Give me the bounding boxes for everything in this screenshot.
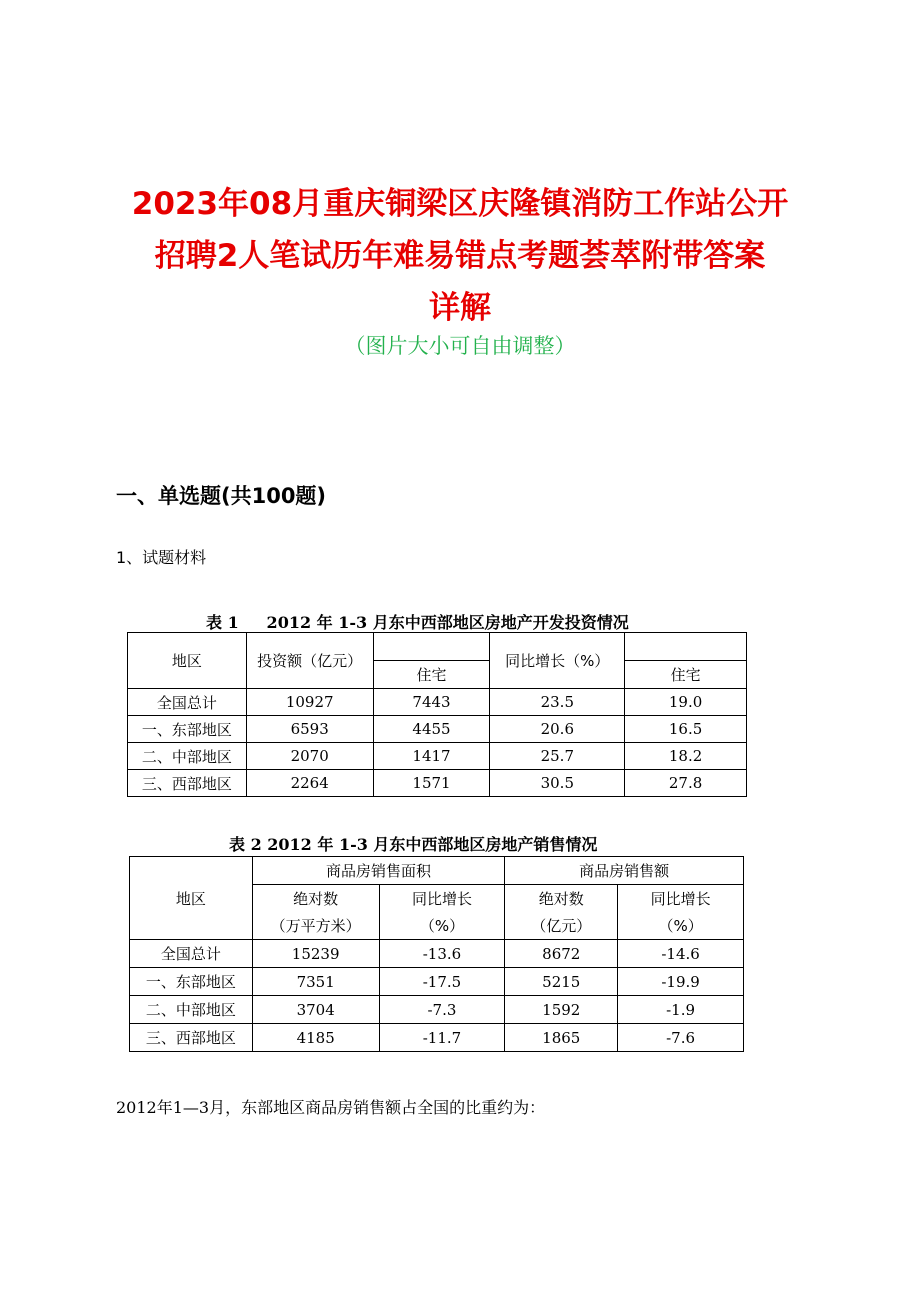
cell-region: 二、中部地区 [128,743,247,770]
cell-yoy: 20.6 [490,716,625,743]
cell-area: 4185 [252,1024,379,1052]
header-amount-abs-unit: （亿元） [505,912,618,940]
cell-region: 一、东部地区 [130,968,253,996]
header-residential: 住宅 [373,661,490,689]
cell-amount-yoy: -7.6 [618,1024,744,1052]
header-area-group: 商品房销售面积 [252,857,505,885]
cell-amount: 1865 [505,1024,618,1052]
question-stem: 2012年1—3月，东部地区商品房销售额占全国的比重约为： [116,1098,546,1117]
cell-investment: 6593 [246,716,373,743]
cell-area-yoy: -7.3 [379,996,505,1024]
cell-residential: 1417 [373,743,490,770]
cell-amount-yoy: -19.9 [618,968,744,996]
table-row [130,968,744,996]
header-region: 地区 [128,633,247,689]
question-label: 1、试题材料 [116,548,207,567]
cell-amount: 8672 [505,940,618,968]
header-region: 地区 [130,857,253,940]
cell-amount-yoy: -14.6 [618,940,744,968]
cell-amount-yoy: -1.9 [618,996,744,1024]
cell-yoy-residential: 19.0 [625,689,747,716]
cell-yoy: 30.5 [490,770,625,797]
cell-area-yoy: -13.6 [379,940,505,968]
cell-investment: 10927 [246,689,373,716]
header-amount-yoy: 同比增长 [618,885,744,913]
header-blank [373,633,490,661]
header-amount-group: 商品房销售额 [505,857,744,885]
cell-yoy-residential: 16.5 [625,716,747,743]
cell-region: 三、西部地区 [128,770,247,797]
subtitle: （图片大小可自由调整） [344,334,576,358]
sales-table [129,856,744,1052]
cell-amount: 1592 [505,996,618,1024]
header-yoy: 同比增长（%） [490,633,625,689]
cell-area-yoy: -11.7 [379,1024,505,1052]
cell-region: 全国总计 [130,940,253,968]
cell-residential: 1571 [373,770,490,797]
section-heading: 一、单选题(共100题) [116,484,327,508]
cell-region: 三、西部地区 [130,1024,253,1052]
table-row [128,689,747,716]
cell-investment: 2070 [246,743,373,770]
cell-area-yoy: -17.5 [379,968,505,996]
header-area-abs-unit: （万平方米） [252,912,379,940]
cell-region: 一、东部地区 [128,716,247,743]
cell-yoy-residential: 18.2 [625,743,747,770]
title-line-3: 详解 [429,290,491,326]
table1-caption: 表 1 2012 年 1-3 月东中西部地区房地产开发投资情况 [206,613,629,632]
cell-yoy: 25.7 [490,743,625,770]
table2-caption: 表 2 2012 年 1-3 月东中西部地区房地产销售情况 [229,835,598,854]
page-title [100,178,820,334]
investment-table [127,632,747,797]
table-row [130,1024,744,1052]
cell-yoy-residential: 27.8 [625,770,747,797]
cell-investment: 2264 [246,770,373,797]
header-area-yoy-unit: （%） [379,912,505,940]
table-row [128,743,747,770]
header-amount-yoy-unit: （%） [618,912,744,940]
cell-area: 15239 [252,940,379,968]
header-blank [625,633,747,661]
cell-residential: 7443 [373,689,490,716]
table-row [128,770,747,797]
cell-amount: 5215 [505,968,618,996]
header-yoy-residential: 住宅 [625,661,747,689]
table-row [130,940,744,968]
cell-region: 全国总计 [128,689,247,716]
cell-yoy: 23.5 [490,689,625,716]
header-amount-abs: 绝对数 [505,885,618,913]
cell-area: 3704 [252,996,379,1024]
cell-region: 二、中部地区 [130,996,253,1024]
cell-area: 7351 [252,968,379,996]
cell-residential: 4455 [373,716,490,743]
header-area-abs: 绝对数 [252,885,379,913]
header-investment: 投资额（亿元） [246,633,373,689]
title-line-1: 2023年08月重庆铜梁区庆隆镇消防工作站公开 [131,186,789,222]
table-row [130,996,744,1024]
table-row [128,716,747,743]
header-area-yoy: 同比增长 [379,885,505,913]
title-line-2: 招聘2人笔试历年难易错点考题荟萃附带答案 [154,238,766,274]
